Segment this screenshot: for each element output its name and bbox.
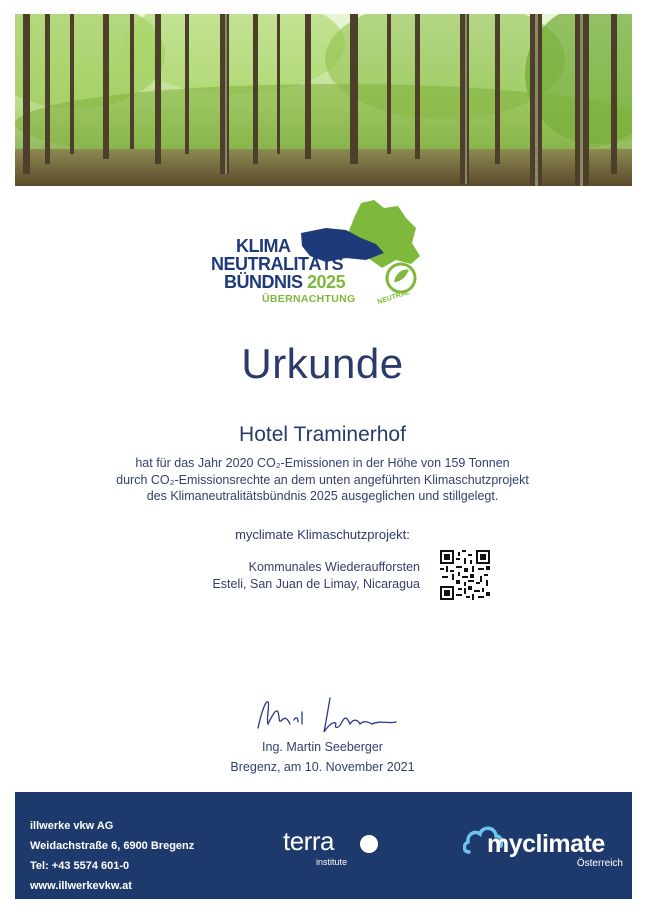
certificate-title: Urkunde: [241, 340, 404, 387]
statement-line: durch CO₂-Emissionsrechte an dem unten angeführten Klimaschutzprojekt: [116, 472, 529, 487]
logo-line-klima: KLIMA: [236, 236, 291, 256]
statement-line: hat für das Jahr 2020 CO₂-Emissionen in der Höhe von 159 Tonnen: [135, 456, 510, 470]
terra-logo-sub: institute: [316, 857, 348, 867]
footer-bar: [15, 792, 632, 899]
myclimate-logo-word: myclimate: [487, 830, 605, 858]
handwritten-signature: [250, 690, 410, 740]
company-address: Weidachstraße 6, 6900 Bregenz: [30, 840, 195, 852]
terra-institute-logo: [283, 826, 348, 867]
company-name: illwerke vkw AG: [30, 820, 114, 832]
forest-banner-image: [15, 14, 632, 186]
logo-subtitle: ÜBERNACHTUNG: [262, 293, 356, 305]
company-website-link[interactable]: www.illwerkevkw.at: [30, 880, 132, 892]
klimaneutralitaetsbuendnis-logo: [206, 198, 436, 313]
logo-line-buendnis: [224, 272, 345, 293]
signer-name: Ing. Martin Seeberger: [262, 740, 383, 754]
project-heading: myclimate Klimaschutzprojekt:: [235, 527, 410, 542]
company-phone: Tel: +43 5574 601-0: [30, 860, 130, 872]
company-info: [30, 816, 194, 896]
logo-year: 2025: [307, 272, 346, 292]
statement-line: des Klimaneutralitätsbündnis 2025 ausgeglichen und stillgelegt.: [146, 489, 499, 503]
project-line: Kommunales Wiederaufforsten: [248, 560, 420, 574]
statement-paragraph: [60, 455, 585, 505]
terra-logo-word: terra: [283, 826, 334, 856]
logo-line-neutralitaets: NEUTRALITÄTS: [211, 254, 343, 274]
myclimate-logo-sub: Österreich: [576, 858, 623, 869]
logo-badge-neutral: NEUTRAL: [376, 289, 411, 306]
recipient-name: Hotel Traminerhof: [239, 423, 406, 446]
logo-word-buendnis: BÜNDNIS: [224, 272, 303, 292]
place-and-date: Bregenz, am 10. November 2021: [230, 760, 415, 774]
myclimate-logo: [463, 822, 625, 870]
terra-globe-icon: [360, 835, 378, 853]
project-line: Esteli, San Juan de Limay, Nicaragua: [212, 577, 420, 591]
project-description: [150, 559, 420, 593]
qr-code[interactable]: [440, 550, 490, 600]
